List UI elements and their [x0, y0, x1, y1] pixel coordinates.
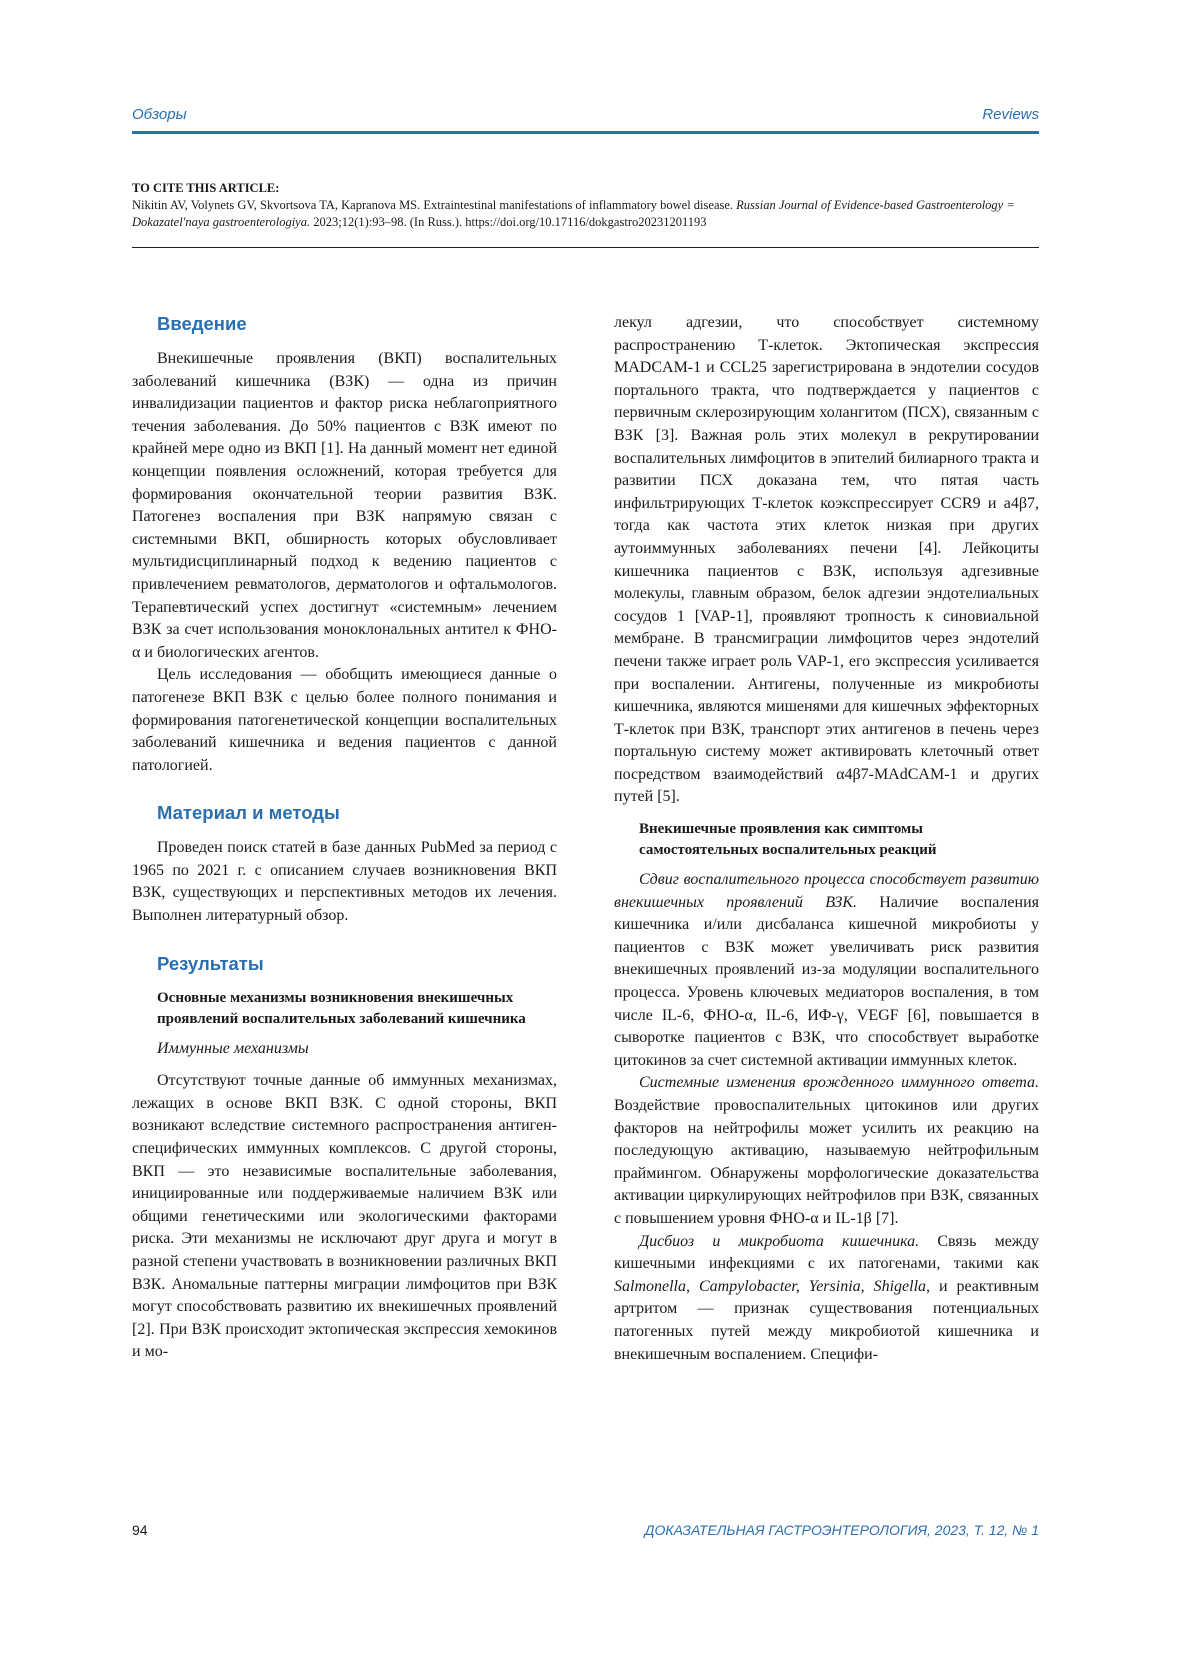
right-paragraph-4-lead: Дисбиоз и микробиота кишечника.: [639, 1232, 920, 1250]
right-paragraph-4-text-a: Связь между кишечными инфекциями с их патогенами, такими как: [614, 1232, 1039, 1273]
citation-block: [132, 180, 1039, 231]
right-paragraph-2-text: Наличие воспаления кишечника и/или дисбаланса кишечной микробиоты у пациентов с ВЗК может увеличивать риск развития внекишечных проявлений из-за модуляции воспалительного процесса. Уровень ключевых медиаторов воспаления, в том числе IL-6, ФНО-α, IL-6, ИФ-γ, VEGF [6], повышается в сыворотке пациентов с ВЗК, что способствует выработке цитокинов за счет системной активации иммунных клеток.: [614, 893, 1039, 1069]
citation-title: TO CITE THIS ARTICLE:: [132, 181, 280, 195]
results-paragraph-1: Отсутствуют точные данные об иммунных механизмах, лежащих в основе ВКП ВЗК. С одной стороны, ВКП возникают вследствие системного распространения антиген-специфических иммунных комплексов. С другой стороны, ВКП — это независимые воспалительные заболевания, инициированные или поддерживаемые наличием ВЗК или общими генетическими или экологическими факторами риска. Эти механизмы не исключают друг друга и могут в разной степени участвовать в возникновении различных ВКП ВЗК. Аномальные паттерны миграции лимфоцитов при ВЗК могут способствовать развитию их внекишечных проявлений [2]. При ВЗК происходит эктопическая экспрессия хемокинов и мо-: [132, 1072, 557, 1361]
heading-results: Результаты: [157, 952, 264, 974]
subheading-symptoms: Внекишечные проявления как симптомы самостоятельных воспалительных реакций: [639, 821, 937, 859]
right-paragraph-2-lead: Сдвиг воспалительного процесса способствует развитию внекишечных проявлений ВЗК.: [614, 871, 1039, 911]
intro-paragraph-1: Внекишечные проявления (ВКП) воспалительных заболеваний кишечника (ВЗК) — одна из причин инвалидизации пациентов и фактор риска неблагоприятного течения заболевания. До 50% пациентов с ВЗК имеют по крайней мере одно из ВКП [1]. На данный момент нет единой концепции появления осложнений, которая требуется для формирования окончательной теории развития ВЗК. Патогенез воспаления при ВЗК напрямую связан с системными ВКП, обширность которых обусловливает мультидисциплинарный подход к ведению пациентов с привлечением ревматологов, дерматологов и офтальмологов. Терапевтический успех достигнут «системным» лечением ВЗК за счет использования моноклональных антител к ФНО-α и биологических агентов.: [132, 350, 557, 661]
subheading-mechanisms: Основные механизмы возникновения внекишечных проявлений воспалительных заболеваний кишечника: [157, 989, 526, 1027]
section-label-english: Reviews: [982, 106, 1039, 123]
heading-methods: Материал и методы: [157, 802, 340, 824]
intro-paragraph-2: Цель исследования — обобщить имеющиеся данные о патогенезе ВКП ВЗК с целью более полного понимания и формирования патогенетической концепции воспалительных заболеваний кишечника и ведения пациентов с данной патологией.: [132, 666, 557, 774]
citation-details: 2023;12(1):93–98. (In Russ.). https://doi.org/10.17116/dokgastro20231201193: [310, 215, 707, 229]
header-rule: [132, 131, 1039, 134]
left-column: [132, 312, 557, 1364]
right-paragraph-3: [614, 1072, 1039, 1230]
right-paragraph-4: [614, 1231, 1039, 1367]
citation-journal: Russian Journal of Evidence-based Gastroenterology = Dokazatel'naya gastroenterologiya.: [132, 198, 1015, 229]
heading-introduction: Введение: [157, 313, 247, 334]
citation-rule: [132, 247, 1039, 248]
section-label: Обзоры: [132, 106, 187, 123]
right-paragraph-4-text-b: и реактивным артритом — признак существования потенциальных патогенных путей между микробиотой кишечника и внекишечным воспалением. Специфи-: [614, 1277, 1039, 1363]
right-paragraph-3-lead: Системные изменения врожденного иммунного ответа.: [639, 1074, 1039, 1092]
right-paragraph-4-species: Salmonella, Campylobacter, Yersinia, Shigella,: [614, 1277, 931, 1295]
right-column: [614, 312, 1039, 1366]
continued-paragraph: лекул адгезии, что способствует системному распространению Т-клеток. Эктопическая экспрессия MADCAM-1 и CCL25 зарегистрирована в эндотелии сосудов портального тракта, что подтверждается у пациентов с первичным склерозирующим холангитом (ПСХ), связанным с ВЗК [3]. Важная роль этих молекул в рекрутировании воспалительных лимфоцитов в эпителий билиарного тракта и развитии ПСХ доказана тем, что пятая часть инфильтрирующих Т-клеток коэкспрессирует CCR9 и a4β7, тогда как частота этих клеток низкая при других аутоиммунных заболеваниях печени [4]. Лейкоциты кишечника пациентов с ВЗК, используя адгезивные молекулы, главным образом, белок адгезии эндотелиальных сосудов 1 [VAP-1], проявляют тропность к синовиальной мембране. В трансмиграции лимфоцитов через эндотелий печени также играет роль VAP-1, его экспрессия усиливается при воспалении. Антигены, полученные из микробиоты кишечника, являются мишенями для кишечных эффекторных Т-клеток при ВЗК, транспорт этих антигенов в печень через портальную систему может активировать клеточный ответ посредством взаимодействий α4β7-MAdCAM-1 и других путей [5].: [614, 314, 1039, 806]
subheading-immune: Иммунные механизмы: [157, 1039, 309, 1057]
right-paragraph-3-text: Воздействие провоспалительных цитокинов или других факторов на нейтрофилы может усилить их реакцию на последующую активацию, называемую нейтрофильным праймингом. Обнаружены морфологические доказательства активации циркулирующих нейтрофилов при ВЗК, связанных с повышением уровня ФНО-α и IL-1β [7].: [614, 1097, 1039, 1227]
citation-text: [132, 197, 1039, 231]
citation-authors-title: Nikitin AV, Volynets GV, Skvortsova TA, Kapranova MS. Extraintestinal manifestations of inflammatory bowel disease.: [132, 198, 737, 212]
page-number: 94: [132, 1522, 148, 1538]
methods-paragraph: Проведен поиск статей в базе данных PubMed за период с 1965 по 2021 г. с описанием случаев возникновения ВКП ВЗК, существующих и перспективных методов их лечения. Выполнен литературный обзор.: [132, 839, 557, 925]
right-paragraph-2: [614, 869, 1039, 1072]
journal-footer: ДОКАЗАТЕЛЬНАЯ ГАСТРОЭНТЕРОЛОГИЯ, 2023, Т. 12, № 1: [644, 1522, 1039, 1538]
